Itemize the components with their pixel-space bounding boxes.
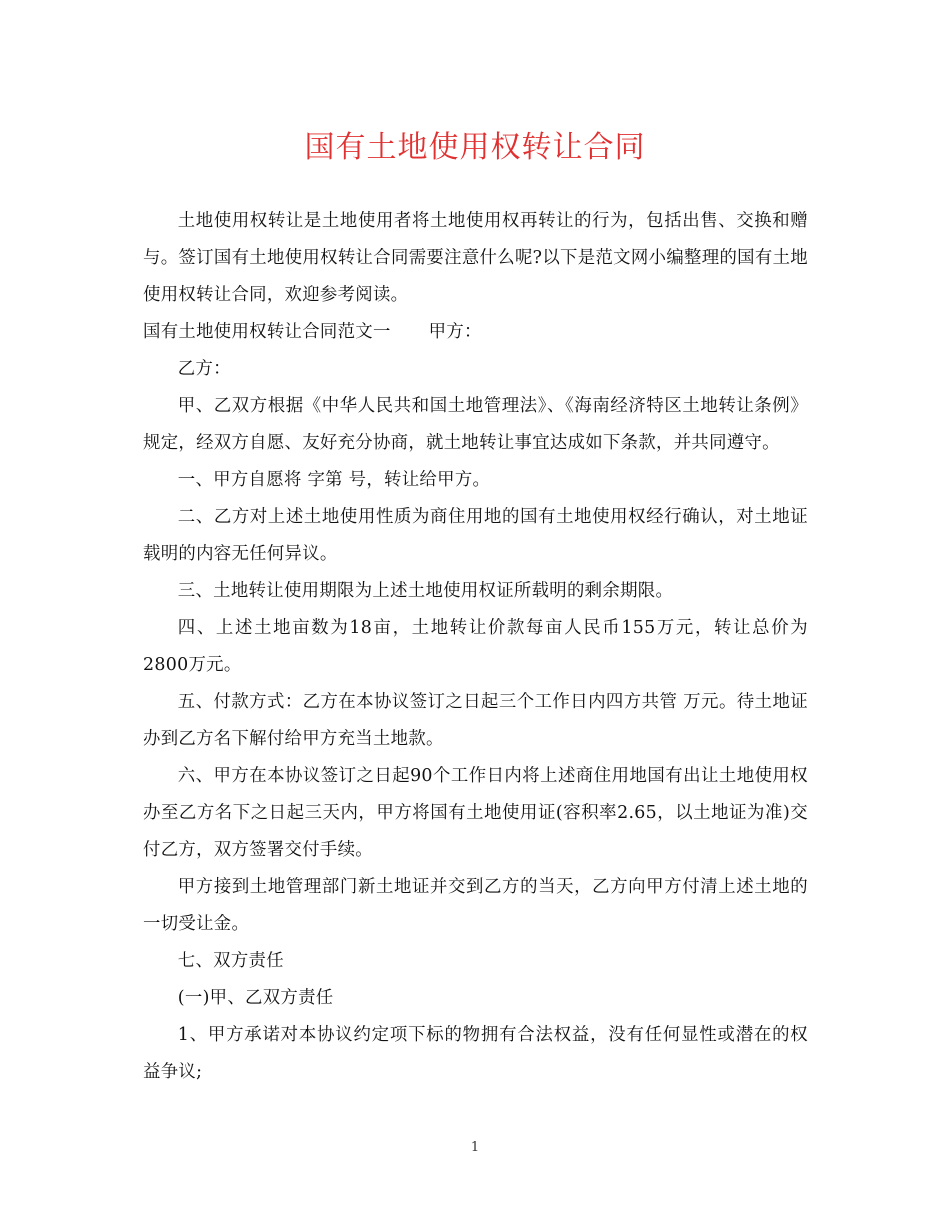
sample-heading-line: [143, 314, 808, 351]
clause-1: 一、甲方自愿将 字第 号，转让给甲方。: [177, 470, 491, 490]
document-title: 国有土地使用权转让合同: [304, 130, 646, 165]
clause-7-item-1: 1、甲方承诺对本协议约定项下标的物拥有合法权益，没有任何显性或潜在的权益争议;: [143, 1025, 808, 1082]
document-body: [143, 203, 808, 1091]
clause-4: 四、上述土地亩数为18亩，土地转让价款每亩人民币155万元，转让总价为2800万元。: [143, 618, 808, 675]
clause-5: 五、付款方式：乙方在本协议签订之日起三个工作日内四方共管 万元。待土地证办到乙方名下解付给甲方充当土地款。: [143, 692, 808, 749]
clause-7-heading: 七、双方责任: [177, 951, 284, 971]
clause-2: 二、乙方对上述土地使用性质为商住用地的国有土地使用权经行确认，对土地证载明的内容无任何异议。: [143, 507, 808, 564]
intro-paragraph: 土地使用权转让是土地使用者将土地使用权再转让的行为，包括出售、交换和赠与。签订国有土地使用权转让合同需要注意什么呢?以下是范文网小编整理的国有土地使用权转让合同，欢迎参考阅读。: [143, 211, 808, 305]
clause-3: 三、土地转让使用期限为上述土地使用权证所载明的剩余期限。: [177, 581, 674, 601]
clause-6-continued: 甲方接到土地管理部门新土地证并交到乙方的当天，乙方向甲方付清上述土地的一切受让金。: [143, 877, 808, 934]
clause-6: 六、甲方在本协议签订之日起90个工作日内将上述商住用地国有出让土地使用权办至乙方名下之日起三天内，甲方将国有土地使用证(容积率2.65，以土地证为准)交付乙方，双方签署交付手续。: [143, 766, 808, 860]
sample-heading: 国有土地使用权转让合同范文一: [143, 322, 391, 342]
clause-7-subheading: (一)甲、乙双方责任: [177, 988, 334, 1008]
party-b-label: 乙方：: [177, 359, 231, 379]
page-number: 1: [470, 1140, 480, 1155]
preamble-paragraph: 甲、乙双方根据《中华人民共和国土地管理法》、《海南经济特区土地转让条例》规定，经双方自愿、友好充分协商，就土地转让事宜达成如下条款，并共同遵守。: [143, 396, 808, 453]
party-a-label: 甲方：: [428, 322, 482, 342]
